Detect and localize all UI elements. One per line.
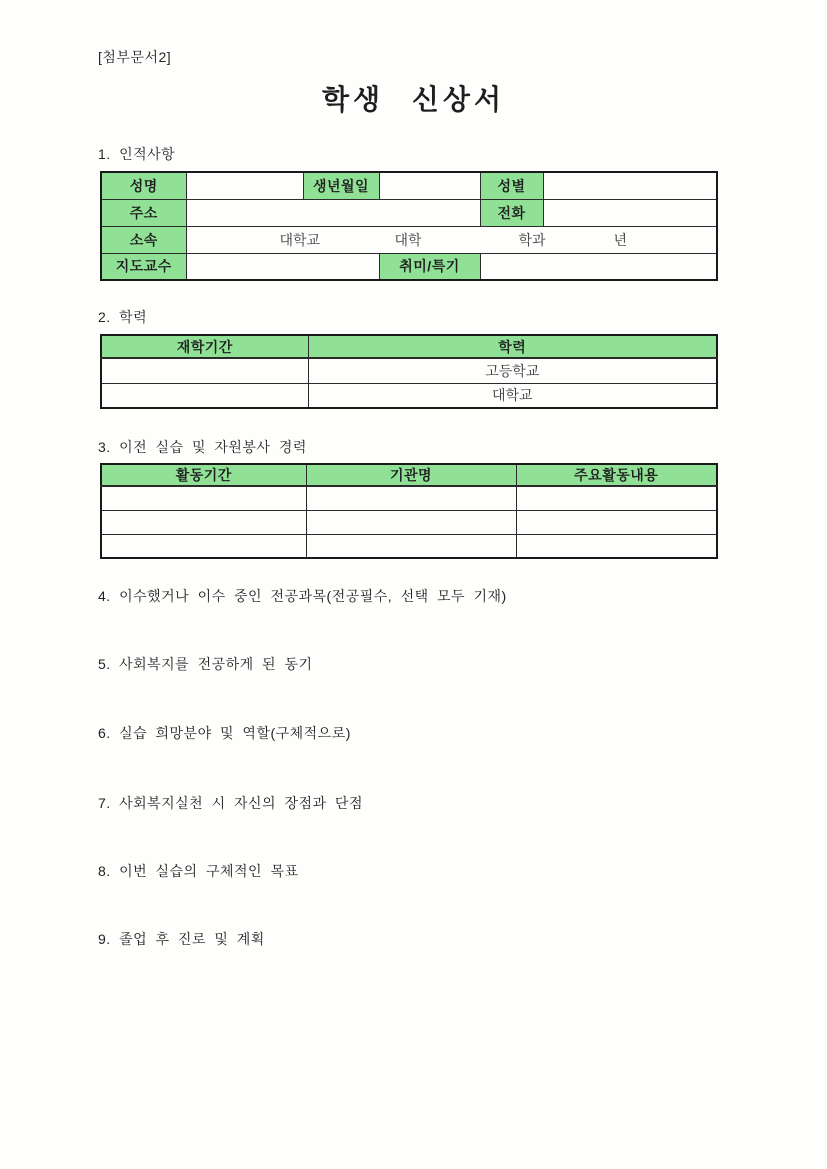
gender-label-cell: 성별 (480, 172, 543, 199)
affiliation-year-text: 년 (613, 231, 628, 248)
education-table (100, 334, 718, 409)
education-university-cell: 대학교 (308, 383, 717, 408)
affiliation-department-text: 학과 (518, 231, 546, 248)
experience-organization-cell (306, 534, 516, 558)
experience-organization-cell (306, 510, 516, 534)
experience-period-cell (101, 510, 306, 534)
affiliation-label-cell: 소속 (101, 226, 186, 253)
table-row (101, 510, 717, 534)
hobby-value-cell (480, 253, 717, 280)
name-label-cell: 성명 (101, 172, 186, 199)
question-motivation: 5. 사회복지를 전공하게 된 동기 (98, 656, 313, 672)
name-value-cell (186, 172, 303, 199)
advisor-label-cell: 지도교수 (101, 253, 186, 280)
table-row (101, 226, 717, 253)
phone-value-cell (543, 199, 717, 226)
question-career-plans: 9. 졸업 후 진로 및 계획 (98, 931, 265, 947)
advisor-value-cell (186, 253, 379, 280)
question-courses: 4. 이수했거나 이수 중인 전공과목(전공필수, 선택 모두 기재) (98, 588, 507, 604)
question-desired-field: 6. 실습 희망분야 및 역할(구체적으로) (98, 725, 351, 741)
experience-activities-cell (516, 486, 717, 510)
experience-period-cell (101, 534, 306, 558)
phone-label-cell: 전화 (480, 199, 543, 226)
education-highschool-cell: 고등학교 (308, 358, 717, 383)
page-title: 학생 신상서 (321, 84, 506, 115)
experience-activities-header-cell: 주요활동내용 (516, 464, 717, 486)
table-row (101, 172, 717, 199)
birthdate-value-cell (379, 172, 480, 199)
affiliation-university-text: 대학교 (279, 231, 321, 248)
education-period-header-cell: 재학기간 (101, 335, 308, 358)
table-row (101, 486, 717, 510)
affiliation-college-text: 대학 (394, 231, 422, 248)
experience-activities-cell (516, 510, 717, 534)
education-period-cell (101, 383, 308, 408)
education-period-cell (101, 358, 308, 383)
table-row (101, 383, 717, 408)
section-heading-education: 2. 학력 (98, 309, 148, 325)
gender-value-cell (543, 172, 717, 199)
table-header-row (101, 464, 717, 486)
personal-info-table (100, 171, 718, 281)
experience-activities-cell (516, 534, 717, 558)
section-heading-experience: 3. 이전 실습 및 자원봉사 경력 (98, 439, 307, 455)
experience-organization-cell (306, 486, 516, 510)
table-header-row (101, 335, 717, 358)
experience-organization-header-cell: 기관명 (306, 464, 516, 486)
birthdate-label-cell: 생년월일 (303, 172, 379, 199)
hobby-label-cell: 취미/특기 (379, 253, 480, 280)
table-row (101, 358, 717, 383)
experience-table (100, 463, 718, 559)
attachment-label: [첨부문서2] (98, 49, 172, 65)
affiliation-value-cell (186, 226, 717, 253)
table-row (101, 199, 717, 226)
question-practicum-goals: 8. 이번 실습의 구체적인 목표 (98, 863, 299, 879)
section-heading-personal-info: 1. 인적사항 (98, 146, 176, 162)
table-row (101, 253, 717, 280)
question-strengths-weaknesses: 7. 사회복지실천 시 자신의 장점과 단점 (98, 795, 363, 811)
address-value-cell (186, 199, 480, 226)
experience-period-header-cell: 활동기간 (101, 464, 306, 486)
table-row (101, 534, 717, 558)
address-label-cell: 주소 (101, 199, 186, 226)
experience-period-cell (101, 486, 306, 510)
education-level-header-cell: 학력 (308, 335, 717, 358)
